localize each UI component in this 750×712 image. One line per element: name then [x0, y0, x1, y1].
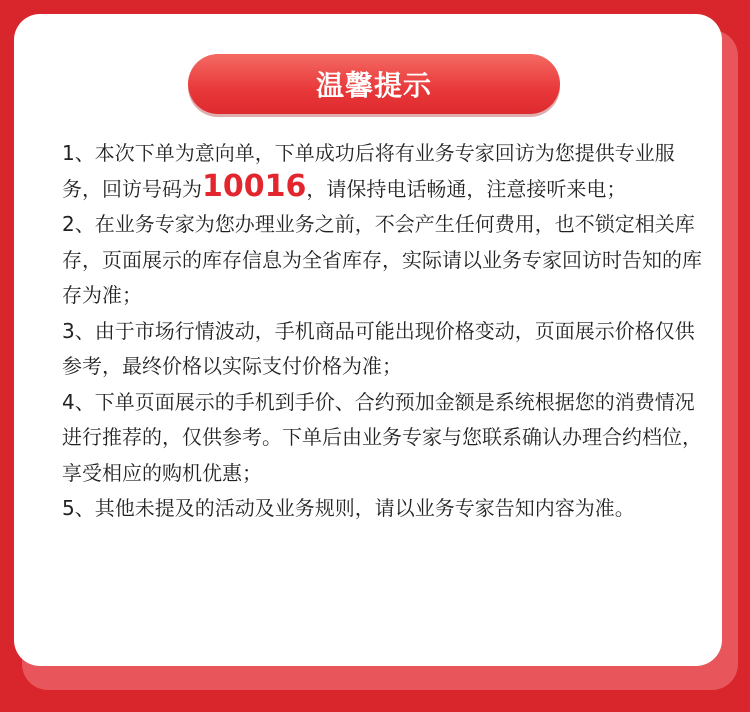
- hotline-number: 10016: [202, 168, 307, 204]
- notice-list: [62, 136, 702, 527]
- notice-item-2: 2、在业务专家为您办理业务之前，不会产生任何费用，也不锁定相关库存，页面展示的库存信息为全省库存，实际请以业务专家回访时告知的库存为准；: [62, 212, 702, 307]
- notice-item-1-text: 1、本次下单为意向单，下单成功后将有业务专家回访为您提供专业服务，回访号码为: [62, 141, 675, 201]
- notice-item-1-text-end: ，请保持电话畅通，注意接听来电；: [306, 176, 627, 201]
- notice-item-4: 4、下单页面展示的手机到手价、合约预加金额是系统根据您的消费情况进行推荐的，仅供参考。下单后由业务专家与您联系确认办理合约档位，享受相应的购机优惠；: [62, 389, 702, 485]
- title-banner: [188, 54, 560, 114]
- notice-item-1: [62, 136, 702, 207]
- notice-item-5: 5、其他未提及的活动及业务规则，请以业务专家告知内容为准。: [62, 496, 635, 520]
- notice-item-3: 3、由于市场行情波动，手机商品可能出现价格变动，页面展示价格仅供参考，最终价格以实际支付价格为准；: [62, 318, 695, 378]
- notice-title: 温馨提示: [315, 69, 432, 102]
